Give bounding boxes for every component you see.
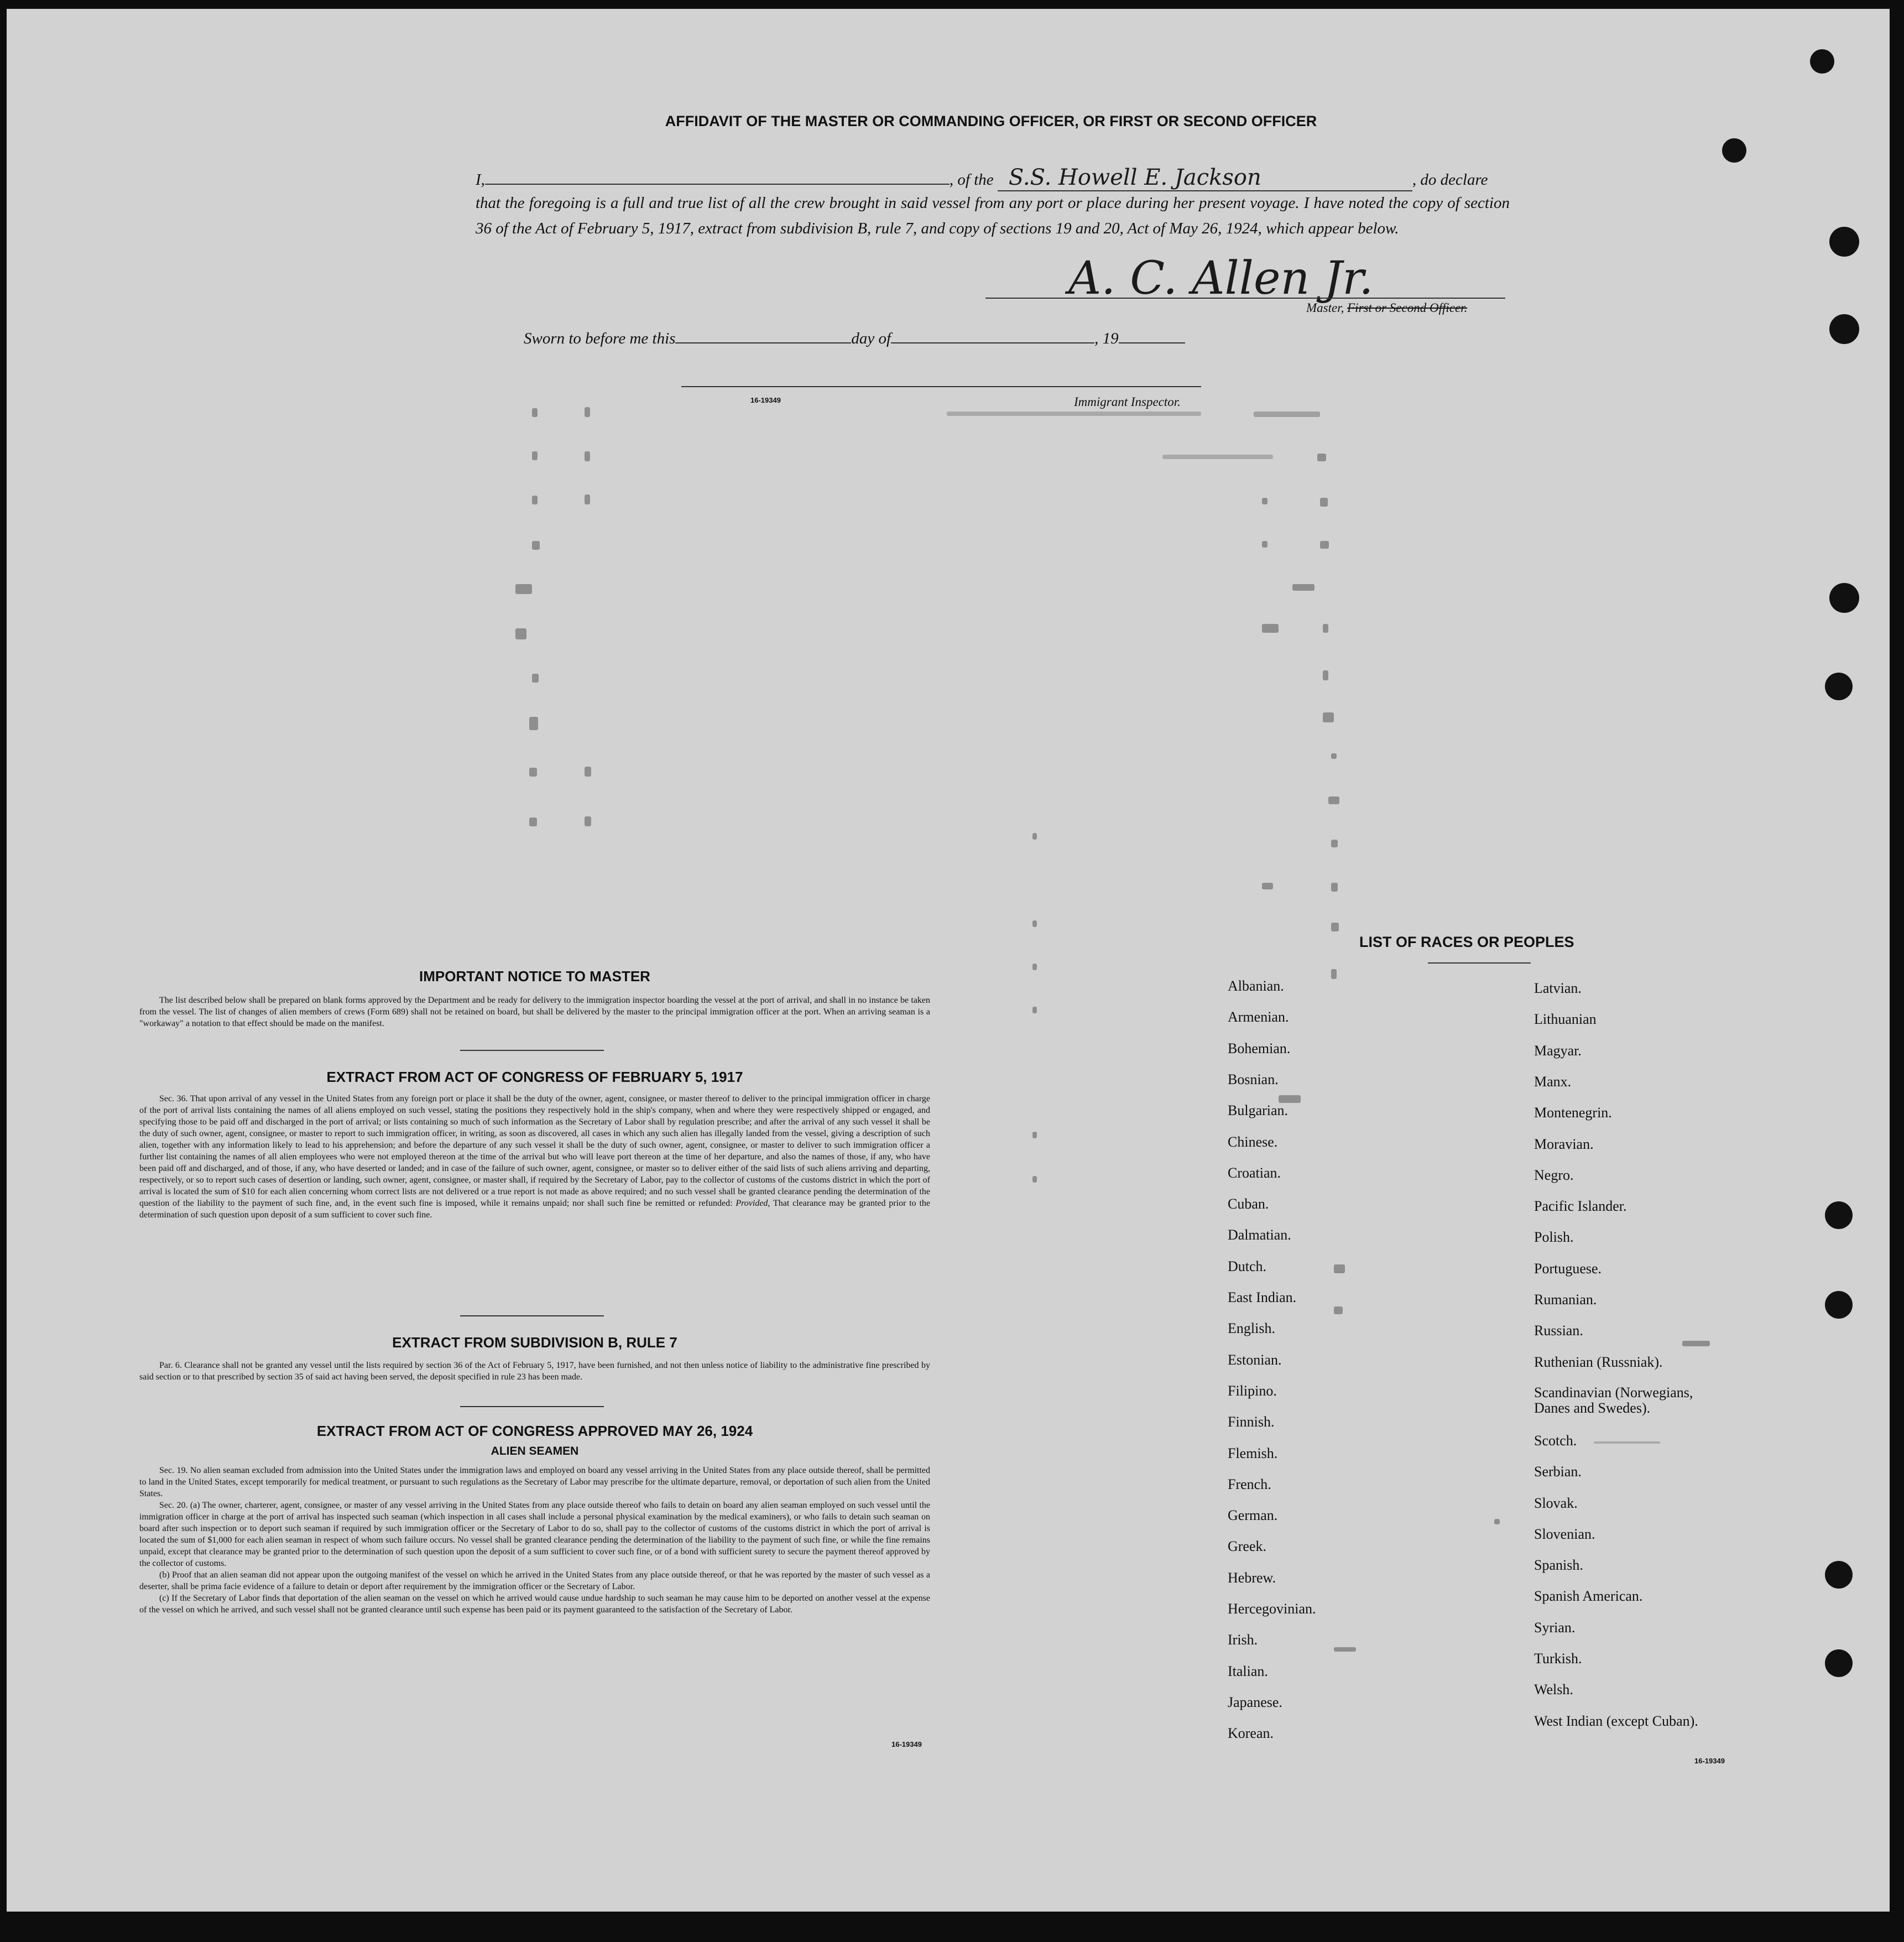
punch-hole (1825, 1291, 1853, 1319)
proviso-text: That clearance may be granted prior to the determination of such question upon deposit of a sum sufficient to cover such fine. (139, 1199, 931, 1220)
race-item: English. (1228, 1320, 1275, 1337)
race-item: Hercegovinian. (1228, 1601, 1316, 1617)
punch-hole (1825, 1649, 1853, 1677)
race-item: Dalmatian. (1228, 1227, 1291, 1243)
notice-text: The list described below shall be prepared on blank forms approved by the Department and be ready for delivery to the immigration inspector boarding the vessel at the port of arrival, and shall in no instance be taken from the vessel. The list of changes of alien members of crews (Form 689) shall not be retained on board, but shall be delivered by the master to the principal immigration officer at the port. When an arriving seaman is a "workaway" a notation to that effect should be made on the manifest. (139, 996, 930, 1028)
race-item: Moravian. (1534, 1136, 1594, 1152)
extract-1917-title: EXTRACT FROM ACT OF CONGRESS OF FEBRUARY 5, 1917 (326, 1069, 743, 1085)
document-page (7, 9, 1890, 1912)
race-item: Serbian. (1534, 1464, 1582, 1480)
race-item: Korean. (1228, 1725, 1274, 1742)
sworn-prefix: Sworn to before me this (524, 330, 676, 347)
extract-1924-subtitle: ALIEN SEAMEN (491, 1445, 579, 1457)
punch-hole (1825, 673, 1853, 700)
race-item: Bosnian. (1228, 1071, 1279, 1087)
race-item: Spanish American. (1534, 1588, 1643, 1605)
race-item: Pacific Islander. (1534, 1198, 1627, 1215)
sec36-text: Sec. 36. That upon arrival of any vessel in the United States from any foreign port or place it shall be the duty of the owner, agent, consignee, or master thereof to deliver to the principal immigration officer in charge of the port of arrival lists containing the names of all aliens employed on such vessel, stating the positions they respectively hold in the ship's company, when and where they were respectively shipped or engaged, and specifying those to be paid off and discharged in the port of arrival; or lists containing so much of such information as the Secretary of Labor shall by regulation prescribe; and after the arrival of any such vessel it shall be the duty of such owner, agent, consignee, or master to report to such immigration officer, in writing, as soon as discovered, all cases in which any such alien has illegally landed from the vessel, giving a description of such alien, together with any information likely to lead to his apprehension; and before the departure of any such vessel it shall be the duty of such owner, agent, consignee, or master to deliver to such immigration officer a further list containing the names of all alien employees who were not employed thereon at the time of the arrival but who will leave port thereon at the time of her departure, and also the names of those, if any, who have been paid off and discharged, and of those, if any, who have deserted or landed; and in case of the failure of such owner, agent, consignee, or master so to deliver either of the said lists of such aliens arriving and departing, respectively, or so to report such cases of desertion or landing, such owner, agent, consignee, or master shall, if required by the Secretary of Labor, pay to the collector of customs of the customs district in which the port of arrival is located the sum of $10 for each alien concerning whom correct lists are not delivered or a true report is not made as above required; and no such vessel shall be granted clearance pending the determination of the question of the liability to the payment of such fine, and, in the event such fine is imposed, while it remains unpaid; nor shall such fine be remitted or refunded: (139, 1094, 930, 1208)
declaration-text: that the foregoing is a full and true list of all the crew brought in said vessel from any port or place during her present voyage. I have noted the copy of section 36 of the Act of February 5, 1917, extract from subdivision B, rule 7, and copy of sections 19 and 20, Act of May 26, 1924, which appear below. (476, 194, 1510, 237)
race-item: Latvian. (1534, 980, 1582, 996)
race-item: Lithuanian (1534, 1011, 1597, 1028)
sworn-day-blank[interactable] (675, 342, 851, 343)
punch-hole (1825, 1201, 1853, 1229)
affidavit-title: AFFIDAVIT OF THE MASTER OR COMMANDING OFFICER, OR FIRST OR SECOND OFFICER (665, 113, 1317, 129)
line-prefix: I, (476, 171, 485, 189)
race-item: Filipino. (1228, 1382, 1277, 1399)
of-the-label: , of the (949, 171, 994, 189)
race-item: East Indian. (1228, 1289, 1297, 1305)
race-item: Greek. (1228, 1538, 1267, 1555)
form-number-left: 16-19349 (891, 1740, 922, 1748)
signature-line (985, 298, 1505, 299)
race-item: Slovak. (1534, 1495, 1578, 1511)
signature-caption (1306, 301, 1467, 315)
master-label: Master, (1306, 301, 1344, 315)
punch-hole (1722, 138, 1746, 163)
race-item: Polish. (1534, 1229, 1574, 1246)
race-item: Portuguese. (1534, 1260, 1602, 1277)
form-number-top: 16-19349 (750, 396, 781, 404)
race-item: Flemish. (1228, 1445, 1278, 1461)
race-item: Scotch. (1534, 1432, 1577, 1449)
sworn-month-blank[interactable] (891, 342, 1094, 343)
race-item: Spanish. (1534, 1557, 1583, 1574)
race-item: Albanian. (1228, 978, 1284, 994)
day-of-label: day of (851, 330, 891, 347)
race-item: Estonian. (1228, 1351, 1282, 1368)
proviso-label: Provided, (735, 1199, 770, 1208)
race-item: Armenian. (1228, 1009, 1289, 1025)
race-item: West Indian (except Cuban). (1534, 1712, 1698, 1729)
race-item: Bohemian. (1228, 1040, 1291, 1056)
race-item: Japanese. (1228, 1694, 1282, 1710)
notice-title: IMPORTANT NOTICE TO MASTER (419, 968, 650, 985)
race-item: Manx. (1534, 1073, 1572, 1090)
race-item: Irish. (1228, 1632, 1258, 1648)
race-item: Dutch. (1228, 1258, 1267, 1274)
races-divider (1428, 962, 1531, 964)
extract-1917-body (139, 1093, 930, 1221)
divider (460, 1050, 604, 1051)
punch-hole (1829, 227, 1859, 257)
extract-1924-title: EXTRACT FROM ACT OF CONGRESS APPROVED MAY 26, 1924 (316, 1423, 753, 1439)
name-blank[interactable] (485, 184, 950, 185)
sec19-text: Sec. 19. No alien seaman excluded from admission into the United States under the immigration laws and employed on board any vessel arriving in the United States from any place outside thereof, shall be permitted to land in the United States, except temporarily for medical treatment, or pursuant to such regulations as the Secretary of Labor may prescribe for the ultimate departure, removal, or deportation of such alien from the United States. (139, 1466, 930, 1498)
race-item: French. (1228, 1476, 1271, 1492)
race-item: Slovenian. (1534, 1526, 1595, 1542)
punch-hole (1825, 1561, 1853, 1589)
race-item: Syrian. (1534, 1619, 1576, 1636)
do-declare-label: , do declare (1412, 171, 1488, 189)
race-item: Welsh. (1534, 1681, 1573, 1698)
par6-text: Par. 6. Clearance shall not be granted any vessel until the lists required by section 36 of the Act of February 5, 1917, have been furnished, and not then unless notice of liability to the administrative fine prescribed by said section or to that prescribed by section 35 of said act having been served, the deposit specified in rule 23 has been made. (139, 1361, 930, 1382)
race-item: Finnish. (1228, 1414, 1275, 1430)
race-item: Montenegrin. (1534, 1105, 1612, 1121)
inspector-line (681, 386, 1201, 387)
notice-body (139, 995, 930, 1029)
affidavit-first-line (476, 165, 1510, 191)
race-item: Ruthenian (Russniak). (1534, 1353, 1663, 1370)
form-number-right: 16-19349 (1694, 1757, 1725, 1765)
race-item: Magyar. (1534, 1042, 1582, 1059)
sworn-year-blank[interactable] (1119, 342, 1185, 343)
sec20b-text: (b) Proof that an alien seaman did not appear upon the outgoing manifest of the vessel on which he arrived in the United States from any place outside thereof, or that he was reported by the master of such vessel as a deserter, shall be prima facie evidence of a failure to detain or deport after requirement by the immigration officer or the Secretary of Labor. (139, 1570, 930, 1591)
master-signature: A. C. Allen Jr. (1068, 252, 1374, 305)
races-title: LIST OF RACES OR PEOPLES (1359, 934, 1574, 950)
inspector-caption: Immigrant Inspector. (1074, 395, 1181, 409)
divider (460, 1315, 604, 1316)
race-item: Cuban. (1228, 1196, 1269, 1212)
divider (460, 1406, 604, 1407)
year-label: , 19 (1094, 330, 1119, 347)
race-item: Negro. (1534, 1167, 1574, 1183)
punch-hole (1829, 314, 1859, 344)
extract-rule7-body (139, 1360, 930, 1383)
race-item: Bulgarian. (1228, 1102, 1289, 1119)
extract-1924-body (139, 1465, 930, 1616)
race-item: German. (1228, 1507, 1278, 1524)
race-item: Scandinavian (Norwegians, Danes and Swedes). (1534, 1384, 1693, 1416)
race-item: Hebrew. (1228, 1569, 1276, 1586)
extract-rule7-title: EXTRACT FROM SUBDIVISION B, RULE 7 (392, 1334, 677, 1351)
punch-hole (1829, 583, 1859, 613)
race-item: Chinese. (1228, 1133, 1278, 1150)
struck-officer-label: First or Second Officer. (1347, 301, 1468, 315)
sworn-line (524, 330, 1185, 348)
race-item: Turkish. (1534, 1651, 1582, 1667)
race-item: Italian. (1228, 1663, 1268, 1679)
punch-hole (1810, 49, 1834, 74)
race-item: Russian. (1534, 1323, 1583, 1339)
vessel-name-handwritten: S.S. Howell E. Jackson (998, 165, 1412, 191)
sec20a-text: Sec. 20. (a) The owner, charterer, agent, consignee, or master of any vessel arriving in the United States from any place outside thereof who fails to detain on board any alien seaman employed on such vessel until the immigration officer in charge at the port of arrival has inspected such seaman (which inspection in all cases shall include a personal physical examination by the medical examiners), or who fails to detain such seaman on board after such inspection or to deport such seaman if required by such immigration officer or the Secretary of Labor to do so, shall pay to the collector of customs of the customs district in which the port of arrival is located the sum of $1,000 for each alien seaman in respect of whom such failure occurs. No vessel shall be granted clearance pending the determination of the liability to the payment of such fine, or while the fine remains unpaid, except that clearance may be granted prior to the determination of such question upon the deposit of a sum sufficient to cover such fine, or of a bond with sufficient surety to secure the payment thereof approved by the collector of customs. (139, 1501, 930, 1568)
race-item: Croatian. (1228, 1164, 1281, 1181)
sec20c-text: (c) If the Secretary of Labor finds that deportation of the alien seaman on the vessel on which he arrived would cause undue hardship to such seaman he may cause him to be deported on another vessel at the expense of the vessel on which he arrived, and such vessel shall not be granted clearance until such expense has been paid or its payment guaranteed to the satisfaction of the Secretary of Labor. (139, 1594, 930, 1615)
race-item: Rumanian. (1534, 1292, 1597, 1308)
